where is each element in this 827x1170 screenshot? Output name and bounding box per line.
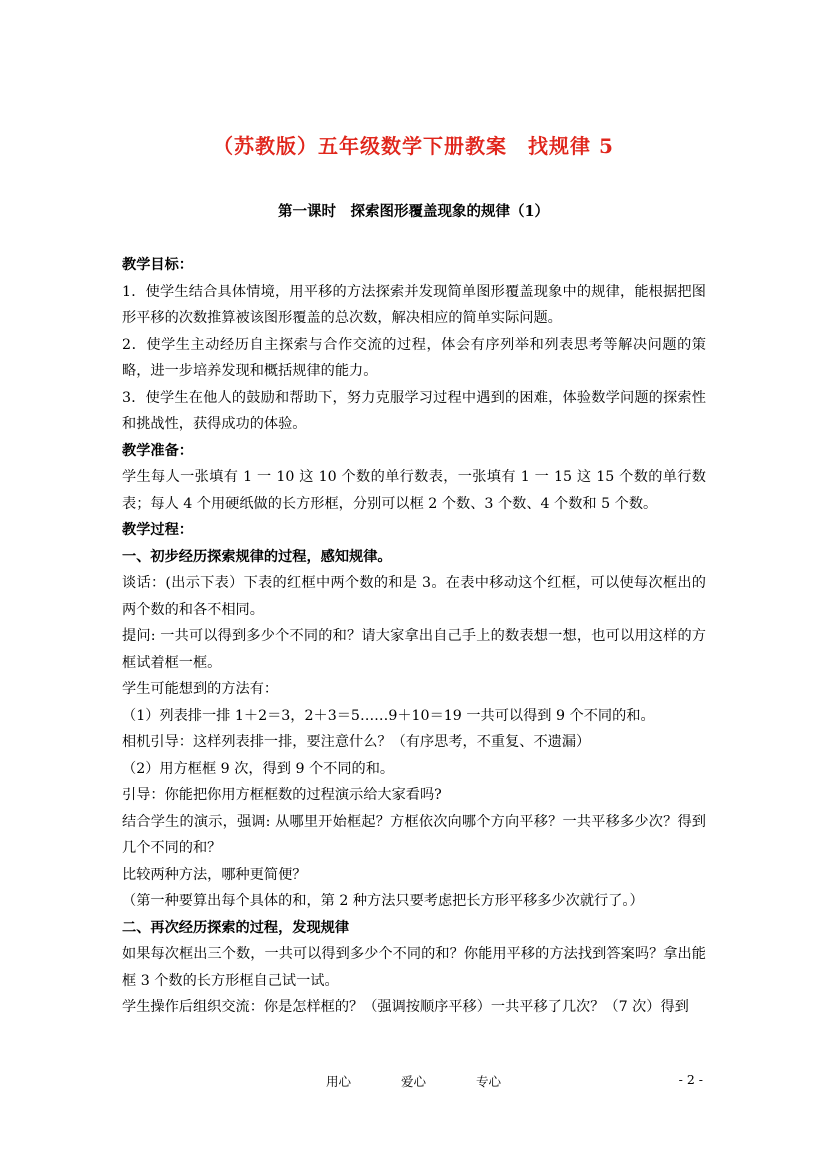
paragraph: （1）列表排一排 1＋2＝3，2＋3＝5……9＋10＝19 一共可以得到 9 个不同的和。 [122,707,655,724]
paragraph: 比较两种方法，哪种更简便？ [122,866,307,883]
paragraph: 学生操作后组织交流：你是怎样框的？（强调按顺序平移）一共平移了几次？（7 次）得到 [122,999,689,1015]
footer-item: 专心 [475,1074,501,1089]
paragraph: 引导：你能把你用方框框数的过程演示给大家看吗? [122,787,442,803]
footer-item: 爱心 [400,1074,426,1089]
paragraph: 结合学生的演示，强调: 从哪里开始框起？方框依次向哪个方向平移？一共平移多少次？得到几个不同的和？ [122,813,706,856]
section-heading: 二、再次经历探索的过程，发现规律 [122,919,350,936]
paragraph: （2）用方框框 9 次，得到 9 个不同的和。 [122,760,395,777]
document-subtitle: 第一课时 探索图形覆盖现象的规律（1） [277,203,550,220]
paragraph: 学生每人一张填有 1 一 10 这 10 个数的单行数表，一张填有 1 一 15 这 15 个数的单行数表；每人 4 个用硬纸做的长方形框，分别可以框 2 个数、3 个数、4 个数和 5 个数。 [122,469,706,512]
paragraph: 2．使学生主动经历自主探索与合作交流的过程，体会有序列举和列表思考等解决问题的策略，进一步培养发现和概括规律的能力。 [122,336,706,379]
footer-item: 用心 [325,1074,351,1089]
paragraph: 3．使学生在他人的鼓励和帮助下，努力克服学习过程中遇到的困难，体验数学问题的探索性和挑战性，获得成功的体验。 [122,389,706,432]
section-heading: 一、初步经历探索规律的过程，感知规律。 [122,548,392,565]
section-heading: 教学过程： [122,522,193,538]
paragraph: 学生可能想到的方法有： [122,681,279,697]
document-body [122,252,706,1021]
paragraph: 1．使学生结合具体情境，用平移的方法探索并发现简单图形覆盖现象中的规律，能根据把图形平移的次数推算被该图形覆盖的总次数，解决相应的简单实际问题。 [122,283,706,326]
section-heading: 教学准备： [122,442,193,459]
page-number: - 2 - [678,1072,703,1087]
paragraph: 谈话：(出示下表）下表的红框中两个数的和是 3。在表中移动这个红框，可以使每次框出的两个数的和各不相同。 [122,575,706,618]
section-heading: 教学目标： [122,257,193,273]
paragraph: 相机引导：这样列表排一排，要注意什么？（有序思考，不重复、不遗漏） [122,734,591,750]
paragraph: 如果每次框出三个数，一共可以得到多少个不同的和？你能用平移的方法找到答案吗？拿出能框 3 个数的长方形框自己试一试。 [122,946,706,989]
document-title: （苏教版）五年级数学下册教案 找规律 5 [213,134,614,158]
paragraph: （第一种要算出每个具体的和，第 2 种方法只要考虑把长方形平移多少次就行了。） [122,893,644,909]
paragraph: 提问: 一共可以得到多少个不同的和？请大家拿出自己手上的数表想一想，也可以用这样的方框试着框一框。 [122,628,706,671]
